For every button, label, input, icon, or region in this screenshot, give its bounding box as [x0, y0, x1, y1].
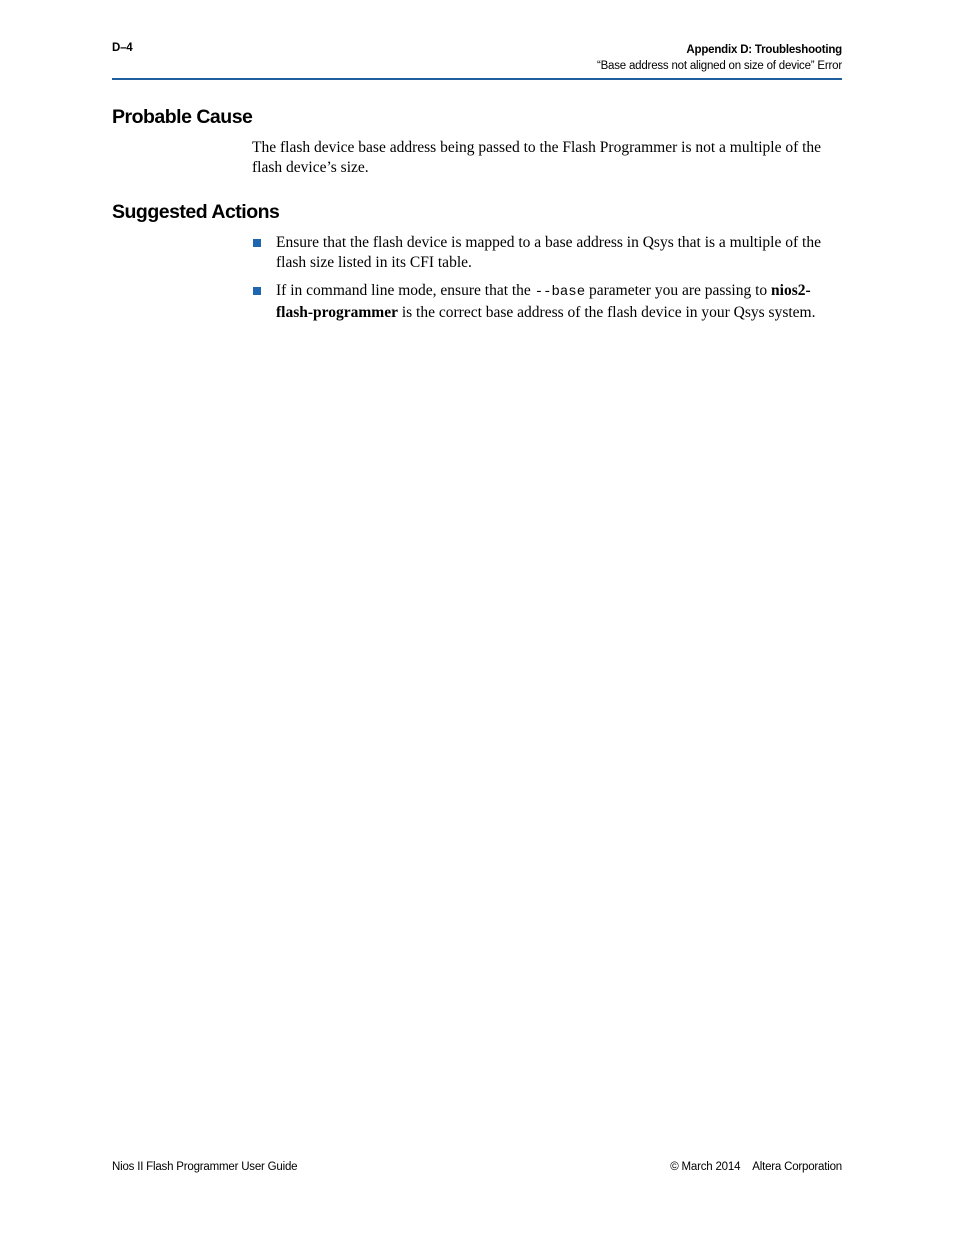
list-item-text: is the correct base address of the flash device in your Qsys system. — [397, 303, 816, 321]
list-item-text: parameter you are passing to — [585, 282, 772, 299]
page-header — [112, 42, 842, 80]
probable-cause-heading: Probable Cause — [112, 106, 253, 128]
section-title: “Base address not aligned on size of device” Error — [596, 60, 842, 72]
page-number: D–4 — [112, 42, 133, 54]
list-item — [252, 281, 844, 322]
list-item-text: Ensure that the flash device is mapped to a base address in Qsys that is a multiple of the flash size listed in its CFI table. — [276, 234, 821, 271]
chapter-title: Appendix D: Troubleshooting — [686, 44, 842, 56]
probable-cause-text: The flash device base address being passed to the Flash Programmer is not a multiple of the flash device’s size. — [252, 139, 822, 176]
list-item-text: If in command line mode, ensure that the — [276, 282, 535, 299]
suggested-actions-heading: Suggested Actions — [112, 201, 280, 223]
company-name: Altera Corporation — [752, 1161, 842, 1173]
guide-title: Nios II Flash Programmer User Guide — [112, 1161, 298, 1173]
base-parameter-code: --base — [534, 284, 586, 300]
bullet-square-icon — [253, 287, 261, 295]
list-item — [252, 233, 844, 272]
running-header — [597, 42, 842, 74]
command-name: nios2-flash-programmer — [276, 282, 811, 321]
footer-copyright — [670, 1161, 842, 1173]
bullet-square-icon — [253, 239, 261, 247]
suggested-actions-list — [252, 233, 844, 322]
publication-date: © March 2014 — [670, 1161, 741, 1173]
